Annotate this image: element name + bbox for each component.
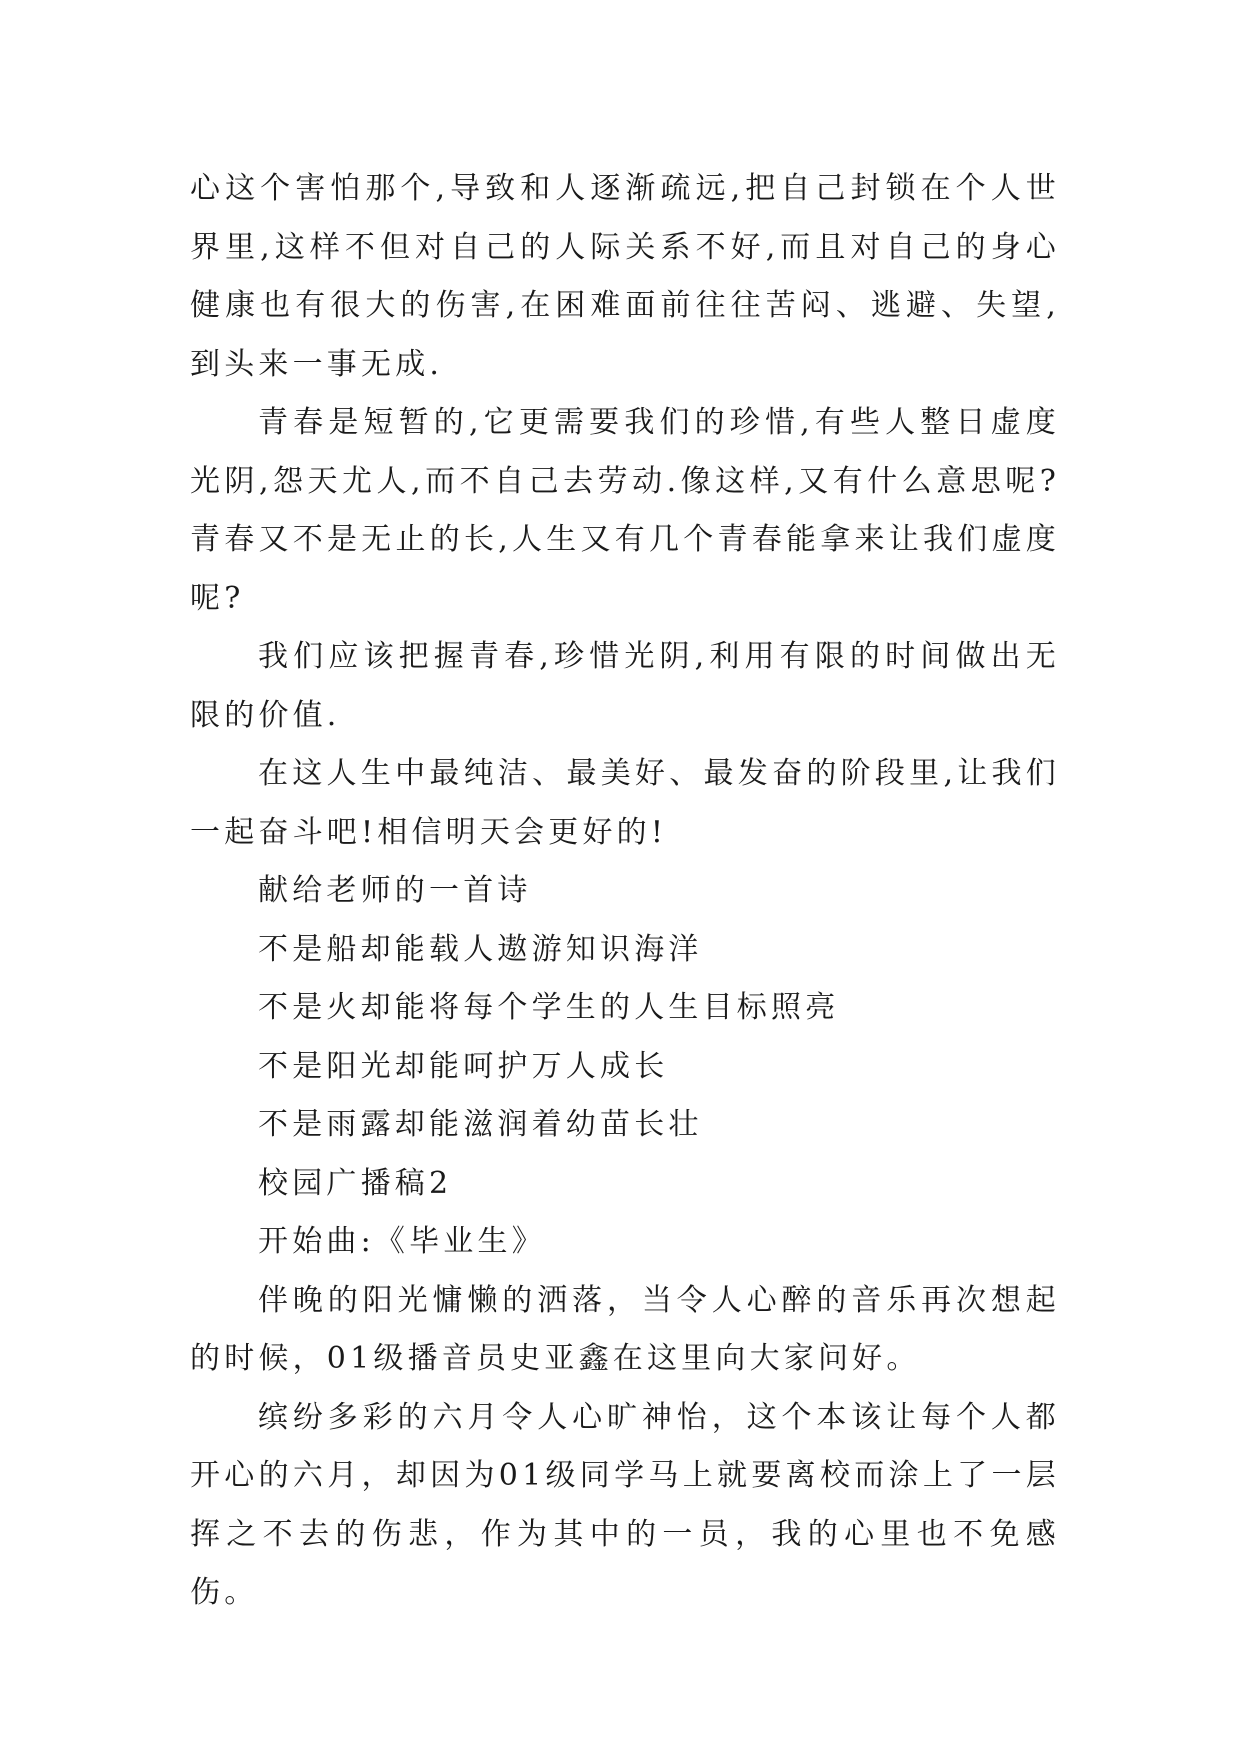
paragraph-june: 缤纷多彩的六月令人心旷神怡，这个本该让每个人都开心的六月，却因为01级同学马上就要离校而涂上了一层挥之不去的伤悲，作为其中的一员，我的心里也不免感伤。 xyxy=(190,1399,1060,1610)
poem-line: 不是雨露却能滋润着幼苗长壮 xyxy=(258,1107,703,1142)
paragraph-strive-together: 在这人生中最纯洁、最美好、最发奋的阶段里,让我们一起奋斗吧!相信明天会更好的! xyxy=(190,756,1060,850)
section-title: 校园广播稿2 xyxy=(258,1165,453,1201)
poem-title: 献给老师的一首诗 xyxy=(258,873,532,908)
poem-line: 不是船却能载人遨游知识海洋 xyxy=(258,931,703,967)
paragraph-greeting: 伴晚的阳光慵懒的洒落，当令人心醉的音乐再次想起的时候，01级播音员史亚鑫在这里向大家问好。 xyxy=(190,1282,1060,1376)
opening-song: 开始曲:《毕业生》 xyxy=(258,1224,546,1259)
document-body xyxy=(190,160,1060,1623)
paragraph-youth-brief: 青春是短暂的,它更需要我们的珍惜,有些人整日虚度光阴,怨天尤人,而不自己去劳动.像这样,又有什么意思呢?青春又不是无止的长,人生又有几个青春能拿来让我们虚度呢? xyxy=(190,405,1060,616)
poem-line: 不是阳光却能呵护万人成长 xyxy=(258,1048,669,1084)
paragraph-continued: 心这个害怕那个,导致和人逐渐疏远,把自己封锁在个人世界里,这样不但对自己的人际关系不好,而且对自己的身心健康也有很大的伤害,在困难面前往往苦闷、逃避、失望,到头来一事无成. xyxy=(190,171,1060,382)
paragraph-seize-youth: 我们应该把握青春,珍惜光阴,利用有限的时间做出无限的价值. xyxy=(190,639,1060,733)
poem-line: 不是火却能将每个学生的人生目标照亮 xyxy=(258,990,840,1025)
